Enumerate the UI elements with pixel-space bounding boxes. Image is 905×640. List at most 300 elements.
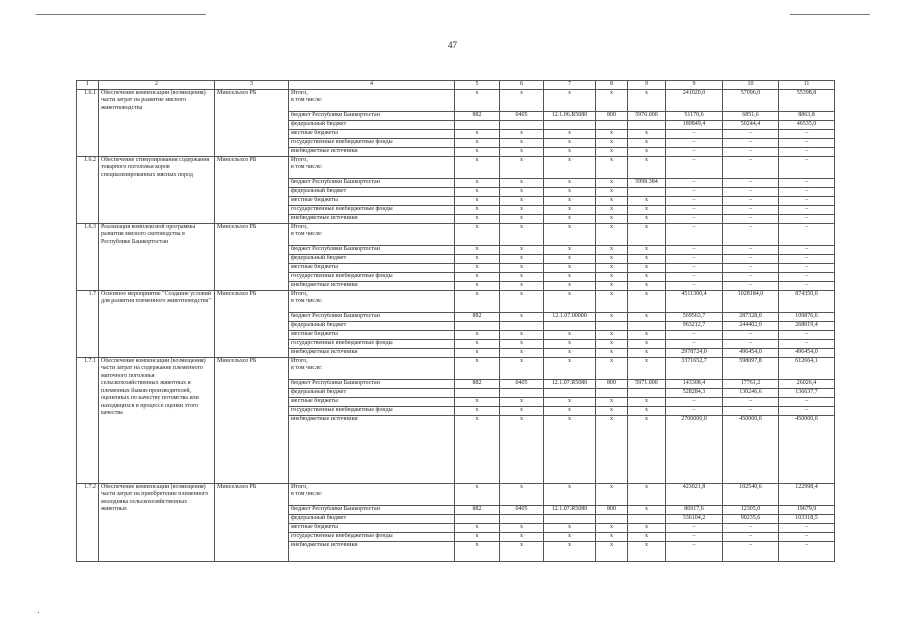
amount-col10: – — [723, 281, 779, 290]
amount-col11: – — [779, 138, 835, 147]
target-article-code: x — [544, 272, 596, 281]
amount-col11: – — [779, 339, 835, 348]
section-code: x — [500, 89, 544, 111]
funding-source: федеральный бюджет — [289, 388, 455, 397]
funding-source: государственные внебюджетные фонды — [289, 138, 455, 147]
expense-type-code: x — [596, 281, 628, 290]
amount-col10: – — [723, 330, 779, 339]
expense-type-code: x — [596, 138, 628, 147]
section-code: x — [500, 178, 544, 187]
target-article-code: x — [544, 245, 596, 254]
item-number: 1.6.1 — [77, 89, 99, 156]
item-name: Реализация комплексной программы развития мясного скотоводства в Республике Башкортостан — [99, 223, 215, 290]
budget-code: x — [455, 178, 500, 187]
amount-col9: 143308,4 — [666, 379, 723, 388]
table-row — [77, 223, 835, 245]
target-code: 5971.000 — [628, 379, 666, 388]
funding-source: внебюджетные источники — [289, 214, 455, 223]
section-code: x — [500, 129, 544, 138]
target-article-code: 12.1.06.R5080 — [544, 111, 596, 120]
budget-code: x — [455, 89, 500, 111]
section-code — [500, 514, 544, 523]
amount-col9: 569563,7 — [666, 312, 723, 321]
funding-source: внебюджетные источники — [289, 541, 455, 561]
budget-code: 882 — [455, 312, 500, 321]
section-code: x — [500, 245, 544, 254]
funding-source: местные бюджеты — [289, 196, 455, 205]
amount-col10: – — [723, 272, 779, 281]
item-number: 1.7.1 — [77, 357, 99, 483]
target-code: x — [628, 348, 666, 357]
budget-code: x — [455, 214, 500, 223]
budget-code: x — [455, 523, 500, 532]
amount-col9: – — [666, 245, 723, 254]
funding-source: местные бюджеты — [289, 397, 455, 406]
section-code: x — [500, 138, 544, 147]
target-code — [628, 388, 666, 397]
header-cell: 10 — [723, 81, 779, 90]
funding-source: бюджет Республики Башкортостан — [289, 312, 455, 321]
funding-source: Итого, в том числе: — [289, 290, 455, 312]
target-article-code: x — [544, 339, 596, 348]
target-article-code: 12.1.07.R5080 — [544, 379, 596, 388]
budget-code: x — [455, 245, 500, 254]
section-code: x — [500, 290, 544, 312]
target-code — [628, 187, 666, 196]
amount-col9: 4511300,4 — [666, 290, 723, 312]
target-article-code — [544, 388, 596, 397]
amount-col9: – — [666, 187, 723, 196]
expense-type-code: x — [596, 312, 628, 321]
header-cell: 6 — [500, 81, 544, 90]
target-code: x — [628, 223, 666, 245]
target-code: x — [628, 89, 666, 111]
target-code: 5998.384 — [628, 178, 666, 187]
amount-col9: – — [666, 223, 723, 245]
amount-col10: 1028184,0 — [723, 290, 779, 312]
funding-source: государственные внебюджетные фонды — [289, 532, 455, 541]
section-code: 0405 — [500, 505, 544, 514]
funding-source: Итого, в том числе: — [289, 156, 455, 178]
amount-col11: – — [779, 330, 835, 339]
amount-col9: – — [666, 406, 723, 415]
target-article-code: x — [544, 532, 596, 541]
amount-col10: – — [723, 397, 779, 406]
target-code: x — [628, 272, 666, 281]
target-code: x — [628, 290, 666, 312]
funding-source: Итого, в том числе: — [289, 483, 455, 505]
amount-col11: – — [779, 187, 835, 196]
target-article-code: x — [544, 290, 596, 312]
expense-type-code: x — [596, 156, 628, 178]
amount-col10: 17761,2 — [723, 379, 779, 388]
target-code: x — [628, 357, 666, 379]
funding-source: местные бюджеты — [289, 330, 455, 339]
amount-col10: – — [723, 541, 779, 561]
item-number: 1.6.3 — [77, 223, 99, 290]
section-code: 0405 — [500, 111, 544, 120]
amount-col11: – — [779, 156, 835, 178]
header-cell: 2 — [99, 81, 215, 90]
budget-code: x — [455, 196, 500, 205]
amount-col10: 12305,0 — [723, 505, 779, 514]
amount-col10: – — [723, 187, 779, 196]
amount-col9: 963212,7 — [666, 321, 723, 330]
amount-col10: 57096,0 — [723, 89, 779, 111]
target-code: x — [628, 147, 666, 156]
budget-table — [76, 80, 835, 562]
amount-col11: 496454,0 — [779, 348, 835, 357]
target-code: x — [628, 406, 666, 415]
expense-type-code — [596, 388, 628, 397]
header-cell: 9 — [628, 81, 666, 90]
funding-source: государственные внебюджетные фонды — [289, 205, 455, 214]
amount-col9: 241020,0 — [666, 89, 723, 111]
budget-code — [455, 321, 500, 330]
section-code: x — [500, 532, 544, 541]
header-cell: 9 — [666, 81, 723, 90]
amount-col10: – — [723, 406, 779, 415]
amount-col11: 26026,4 — [779, 379, 835, 388]
budget-code: x — [455, 415, 500, 483]
amount-col11: – — [779, 281, 835, 290]
budget-code: x — [455, 254, 500, 263]
funding-source: федеральный бюджет — [289, 120, 455, 129]
budget-code: 882 — [455, 505, 500, 514]
section-code: x — [500, 147, 544, 156]
table-row — [77, 156, 835, 178]
amount-col10: – — [723, 532, 779, 541]
target-article-code: x — [544, 281, 596, 290]
item-number: 1.7 — [77, 290, 99, 357]
amount-col11: 46535,0 — [779, 120, 835, 129]
target-code: x — [628, 214, 666, 223]
funding-source: бюджет Республики Башкортостан — [289, 111, 455, 120]
amount-col11: – — [779, 541, 835, 561]
amount-col11: – — [779, 196, 835, 205]
expense-type-code: x — [596, 272, 628, 281]
target-code: x — [628, 245, 666, 254]
section-code: x — [500, 357, 544, 379]
section-code: 0405 — [500, 379, 544, 388]
item-executor: Минсельхоз РБ — [215, 89, 289, 156]
item-name: Обеспечение стимулирования содержания товарного поголовья коров специализированных мясных пород — [99, 156, 215, 223]
amount-col11: 136637,7 — [779, 388, 835, 397]
target-article-code: 12.1.07.R5080 — [544, 505, 596, 514]
funding-source: Итого, в том числе: — [289, 89, 455, 111]
amount-col9: – — [666, 541, 723, 561]
header-cell: 1 — [77, 81, 99, 90]
header-cell: 7 — [544, 81, 596, 90]
scan-top-line-left — [36, 14, 206, 15]
amount-col10: – — [723, 205, 779, 214]
amount-col9: – — [666, 263, 723, 272]
header-cell: 11 — [779, 81, 835, 90]
expense-type-code: x — [596, 187, 628, 196]
target-article-code: x — [544, 523, 596, 532]
section-code: x — [500, 214, 544, 223]
amount-col10: – — [723, 223, 779, 245]
amount-col9: – — [666, 281, 723, 290]
amount-col9: – — [666, 214, 723, 223]
budget-code: x — [455, 348, 500, 357]
header-row — [77, 81, 835, 90]
target-code: x — [628, 263, 666, 272]
target-article-code: x — [544, 196, 596, 205]
budget-code: x — [455, 541, 500, 561]
budget-code: x — [455, 147, 500, 156]
funding-source: государственные внебюджетные фонды — [289, 406, 455, 415]
funding-source: местные бюджеты — [289, 129, 455, 138]
target-code: x — [628, 205, 666, 214]
amount-col10: 244402,0 — [723, 321, 779, 330]
budget-code: x — [455, 223, 500, 245]
amount-col11: – — [779, 178, 835, 187]
amount-col10: – — [723, 138, 779, 147]
target-article-code: x — [544, 397, 596, 406]
target-article-code: x — [544, 254, 596, 263]
amount-col10: 130246,6 — [723, 388, 779, 397]
amount-col9: – — [666, 272, 723, 281]
budget-code: x — [455, 290, 500, 312]
amount-col11: 55398,8 — [779, 89, 835, 111]
target-article-code: x — [544, 156, 596, 178]
budget-code: x — [455, 156, 500, 178]
expense-type-code: x — [596, 330, 628, 339]
target-article-code: x — [544, 223, 596, 245]
amount-col10: – — [723, 129, 779, 138]
section-code: x — [500, 205, 544, 214]
amount-col10: – — [723, 254, 779, 263]
item-name: Обеспечение компенсации (возмещения) части затрат на приобретение племенного молодняка сельскохозяйственных животных — [99, 483, 215, 561]
header-cell: 4 — [289, 81, 455, 90]
budget-code: x — [455, 406, 500, 415]
target-code: 5970.000 — [628, 111, 666, 120]
amount-col9: 3371652,7 — [666, 357, 723, 379]
expense-type-code: x — [596, 406, 628, 415]
target-code: x — [628, 330, 666, 339]
section-code: x — [500, 254, 544, 263]
budget-code — [455, 514, 500, 523]
target-article-code: x — [544, 187, 596, 196]
amount-col11: 109876,6 — [779, 312, 835, 321]
expense-type-code: x — [596, 339, 628, 348]
funding-source: местные бюджеты — [289, 523, 455, 532]
funding-source: местные бюджеты — [289, 263, 455, 272]
amount-col11: 103318,5 — [779, 514, 835, 523]
budget-code: x — [455, 138, 500, 147]
funding-source: государственные внебюджетные фонды — [289, 339, 455, 348]
section-code: x — [500, 156, 544, 178]
target-article-code: x — [544, 89, 596, 111]
amount-col11: 122998,4 — [779, 483, 835, 505]
section-code: x — [500, 348, 544, 357]
amount-col11: – — [779, 147, 835, 156]
expense-type-code: 800 — [596, 505, 628, 514]
item-executor: Минсельхоз РБ — [215, 290, 289, 357]
expense-type-code: x — [596, 532, 628, 541]
amount-col10: 450000,0 — [723, 415, 779, 483]
expense-type-code: x — [596, 214, 628, 223]
amount-col9: – — [666, 330, 723, 339]
amount-col11: 268019,4 — [779, 321, 835, 330]
expense-type-code: x — [596, 178, 628, 187]
target-article-code: x — [544, 129, 596, 138]
expense-type-code: x — [596, 483, 628, 505]
budget-code: x — [455, 272, 500, 281]
target-code: x — [628, 312, 666, 321]
scan-top-line-right — [790, 14, 870, 15]
target-article-code: x — [544, 348, 596, 357]
item-executor: Минсельхоз РБ — [215, 223, 289, 290]
target-article-code: x — [544, 214, 596, 223]
expense-type-code — [596, 321, 628, 330]
budget-code: x — [455, 357, 500, 379]
budget-code: x — [455, 205, 500, 214]
section-code — [500, 120, 544, 129]
amount-col11: 19679,9 — [779, 505, 835, 514]
amount-col10: 102540,6 — [723, 483, 779, 505]
item-number: 1.7.2 — [77, 483, 99, 561]
amount-col10: – — [723, 178, 779, 187]
amount-col9: 51170,6 — [666, 111, 723, 120]
expense-type-code: x — [596, 397, 628, 406]
target-code: x — [628, 523, 666, 532]
table-row — [77, 89, 835, 111]
budget-code: 882 — [455, 111, 500, 120]
target-code: x — [628, 415, 666, 483]
amount-col9: – — [666, 254, 723, 263]
section-code: x — [500, 541, 544, 561]
target-article-code: x — [544, 178, 596, 187]
target-article-code: x — [544, 138, 596, 147]
section-code: x — [500, 281, 544, 290]
item-executor: Минсельхоз РБ — [215, 156, 289, 223]
budget-code: x — [455, 397, 500, 406]
target-article-code: x — [544, 483, 596, 505]
funding-source: внебюджетные источники — [289, 348, 455, 357]
funding-source: внебюджетные источники — [289, 281, 455, 290]
funding-source: внебюджетные источники — [289, 415, 455, 483]
expense-type-code: 800 — [596, 379, 628, 388]
funding-source: бюджет Республики Башкортостан — [289, 505, 455, 514]
section-code: x — [500, 483, 544, 505]
expense-type-code: x — [596, 196, 628, 205]
page-number: 47 — [448, 40, 457, 50]
header-cell: 5 — [455, 81, 500, 90]
amount-col11: – — [779, 272, 835, 281]
funding-source: федеральный бюджет — [289, 254, 455, 263]
amount-col9: 336104,2 — [666, 514, 723, 523]
expense-type-code: x — [596, 541, 628, 561]
amount-col11: – — [779, 532, 835, 541]
target-code: x — [628, 138, 666, 147]
amount-col11: – — [779, 205, 835, 214]
section-code: x — [500, 339, 544, 348]
table-body — [77, 89, 835, 561]
amount-col9: – — [666, 178, 723, 187]
section-code — [500, 321, 544, 330]
budget-code: 882 — [455, 379, 500, 388]
amount-col10: 50244,4 — [723, 120, 779, 129]
item-name: Основное мероприятие "Создание условий для развития племенного животноводства" — [99, 290, 215, 357]
header-cell: 3 — [215, 81, 289, 90]
amount-col10: 6851,6 — [723, 111, 779, 120]
amount-col10: – — [723, 156, 779, 178]
target-code: x — [628, 281, 666, 290]
amount-col9: 2700000,0 — [666, 415, 723, 483]
amount-col11: – — [779, 214, 835, 223]
amount-col10: – — [723, 214, 779, 223]
target-code: x — [628, 156, 666, 178]
amount-col11: – — [779, 406, 835, 415]
amount-col11: 874350,0 — [779, 290, 835, 312]
funding-source: внебюджетные источники — [289, 147, 455, 156]
table-row — [77, 483, 835, 505]
budget-code: x — [455, 330, 500, 339]
amount-col10: 90235,6 — [723, 514, 779, 523]
amount-col9: – — [666, 532, 723, 541]
section-code: x — [500, 263, 544, 272]
amount-col9: – — [666, 196, 723, 205]
target-code: x — [628, 532, 666, 541]
target-article-code: x — [544, 205, 596, 214]
expense-type-code: x — [596, 263, 628, 272]
target-code: x — [628, 541, 666, 561]
amount-col10: 287328,0 — [723, 312, 779, 321]
budget-code — [455, 120, 500, 129]
target-article-code: x — [544, 415, 596, 483]
section-code — [500, 388, 544, 397]
item-name: Обеспечение компенсации (возмещения) части затрат на развитие мясного животноводства — [99, 89, 215, 156]
amount-col9: – — [666, 138, 723, 147]
funding-source: государственные внебюджетные фонды — [289, 272, 455, 281]
budget-code: x — [455, 339, 500, 348]
item-name: Обеспечение компенсации (возмещения) части затрат на содержание племенного маточного поголовья сельскохозяйственных животных и племенных быков-производителей, оцененных по качеству потомства или находящихся в процессе оценки этого качества — [99, 357, 215, 483]
amount-col9: 189849,4 — [666, 120, 723, 129]
expense-type-code: x — [596, 290, 628, 312]
funding-source: федеральный бюджет — [289, 321, 455, 330]
funding-source: федеральный бюджет — [289, 187, 455, 196]
amount-col11: – — [779, 263, 835, 272]
expense-type-code: x — [596, 348, 628, 357]
amount-col11: – — [779, 523, 835, 532]
amount-col10: 496454,0 — [723, 348, 779, 357]
expense-type-code: x — [596, 223, 628, 245]
amount-col10: – — [723, 523, 779, 532]
funding-source: Итого, в том числе: — [289, 223, 455, 245]
expense-type-code — [596, 120, 628, 129]
budget-code: x — [455, 483, 500, 505]
amount-col9: – — [666, 205, 723, 214]
amount-col10: – — [723, 196, 779, 205]
amount-col11: – — [779, 223, 835, 245]
scan-speck — [38, 612, 39, 613]
budget-code: x — [455, 532, 500, 541]
section-code: x — [500, 272, 544, 281]
target-code: x — [628, 483, 666, 505]
budget-code — [455, 388, 500, 397]
amount-col9: – — [666, 397, 723, 406]
budget-code: x — [455, 263, 500, 272]
target-article-code: x — [544, 406, 596, 415]
target-article-code: x — [544, 357, 596, 379]
amount-col10: – — [723, 263, 779, 272]
section-code: x — [500, 415, 544, 483]
target-code: x — [628, 254, 666, 263]
budget-code: x — [455, 281, 500, 290]
amount-col9: 2978724,0 — [666, 348, 723, 357]
